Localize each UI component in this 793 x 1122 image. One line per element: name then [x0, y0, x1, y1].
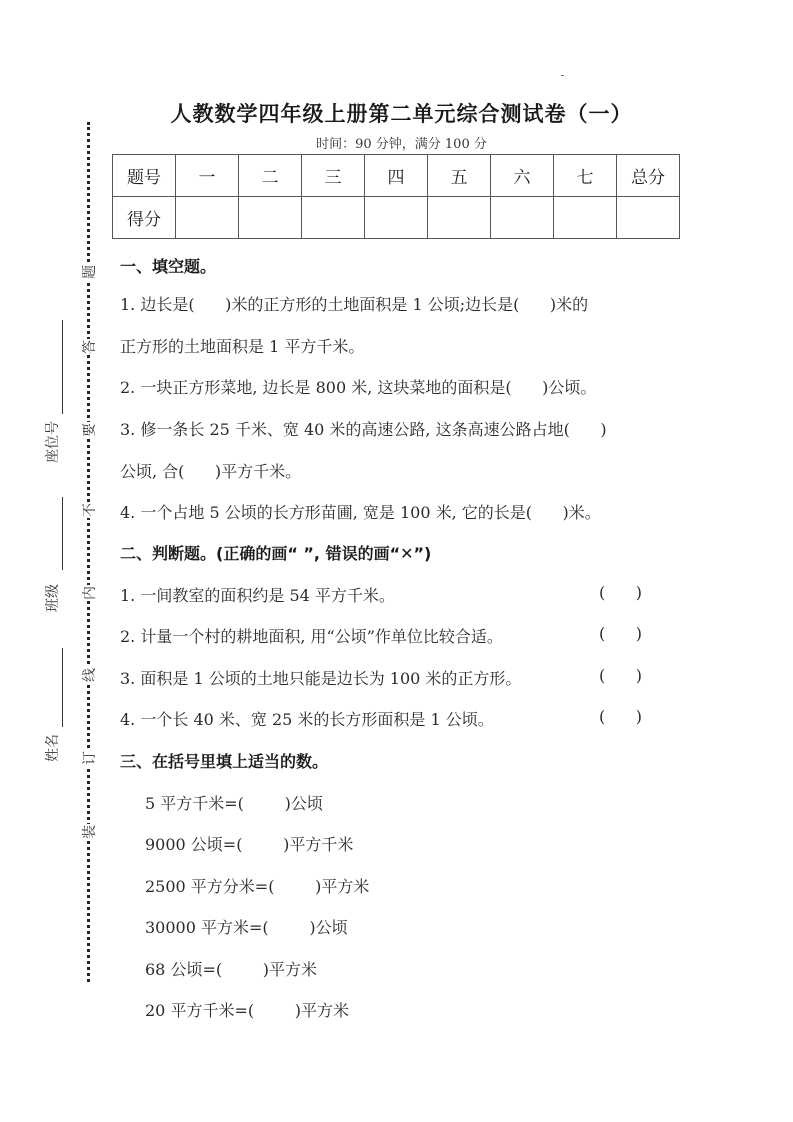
header-cell: 六	[491, 155, 554, 197]
header-cell: 总分	[617, 155, 680, 197]
binding-dotted-line	[87, 122, 90, 982]
name-field-line[interactable]	[62, 648, 63, 727]
stray-mark	[561, 75, 564, 76]
answer-blank[interactable]: ( )	[599, 707, 642, 726]
score-table-score-row	[113, 197, 680, 239]
seat-number-label: 座位号	[45, 421, 61, 463]
header-cell: 四	[365, 155, 428, 197]
question-line: 3. 修一条长 25 千米、宽 40 米的高速公路, 这条高速公路占地( )	[120, 420, 607, 439]
header-cell: 五	[428, 155, 491, 197]
conversion-item: 20 平方千米=( )平方米	[145, 1001, 350, 1020]
question-line: 正方形的土地面积是 1 平方千米。	[120, 337, 365, 356]
gutter-char: 线	[79, 667, 99, 683]
score-cell[interactable]	[176, 197, 239, 239]
gutter-char: 不	[79, 502, 99, 518]
conversion-item: 5 平方千米=( )公顷	[145, 794, 323, 813]
score-cell[interactable]	[617, 197, 680, 239]
class-field-line[interactable]	[62, 497, 63, 570]
header-cell: 二	[239, 155, 302, 197]
judgment-item: 3. 面积是 1 公顷的土地只能是边长为 100 米的正方形。	[120, 669, 522, 688]
gutter-char: 答	[79, 339, 99, 355]
score-cell[interactable]	[428, 197, 491, 239]
judgment-item: 1. 一间教室的面积约是 54 平方千米。	[120, 586, 395, 605]
question-line: 1. 边长是( )米的正方形的土地面积是 1 公顷;边长是( )米的	[120, 295, 589, 314]
score-table-header-row	[113, 155, 680, 197]
gutter-char: 订	[79, 750, 99, 766]
question-line: 2. 一块正方形菜地, 边长是 800 米, 这块菜地的面积是( )公顷。	[120, 378, 597, 397]
section2-heading: 二、判断题。(正确的画“ ”, 错误的画“✕”)	[120, 544, 432, 563]
answer-blank[interactable]: ( )	[599, 624, 642, 643]
seat-number-field-line[interactable]	[62, 320, 63, 414]
question-line: 4. 一个占地 5 公顷的长方形苗圃, 宽是 100 米, 它的长是( )米。	[120, 503, 601, 522]
conversion-item: 30000 平方米=( )公顷	[145, 918, 348, 937]
score-cell[interactable]	[491, 197, 554, 239]
conversion-item: 2500 平方分米=( )平方米	[145, 877, 370, 896]
score-cell[interactable]	[554, 197, 617, 239]
score-cell[interactable]	[239, 197, 302, 239]
score-cell[interactable]	[365, 197, 428, 239]
answer-blank[interactable]: ( )	[599, 666, 642, 685]
header-cell: 三	[302, 155, 365, 197]
gutter-char: 内	[79, 585, 99, 601]
gutter-char: 要	[79, 422, 99, 438]
conversion-item: 68 公顷=( )平方米	[145, 960, 318, 979]
score-cell[interactable]	[302, 197, 365, 239]
name-label: 姓名	[45, 734, 61, 762]
section1-heading: 一、填空题。	[120, 257, 217, 276]
judgment-item: 2. 计量一个村的耕地面积, 用“公顷”作单位比较合适。	[120, 627, 503, 646]
class-label: 班级	[45, 584, 61, 612]
question-line: 公顷, 合( )平方千米。	[120, 462, 302, 481]
header-cell: 一	[176, 155, 239, 197]
section3-heading: 三、在括号里填上适当的数。	[120, 752, 329, 771]
exam-time-info: 时间：90 分钟，满分 100 分	[316, 137, 487, 152]
score-label-cell: 得分	[113, 197, 176, 239]
judgment-item: 4. 一个长 40 米、宽 25 米的长方形面积是 1 公顷。	[120, 710, 494, 729]
score-table	[112, 154, 680, 239]
gutter-char: 题	[79, 264, 99, 280]
conversion-item: 9000 公顷=( )平方千米	[145, 835, 354, 854]
header-cell: 题号	[113, 155, 176, 197]
answer-blank[interactable]: ( )	[599, 583, 642, 602]
header-cell: 七	[554, 155, 617, 197]
page-title: 人教数学四年级上册第二单元综合测试卷（一）	[170, 102, 633, 126]
gutter-char: 装	[79, 824, 99, 840]
